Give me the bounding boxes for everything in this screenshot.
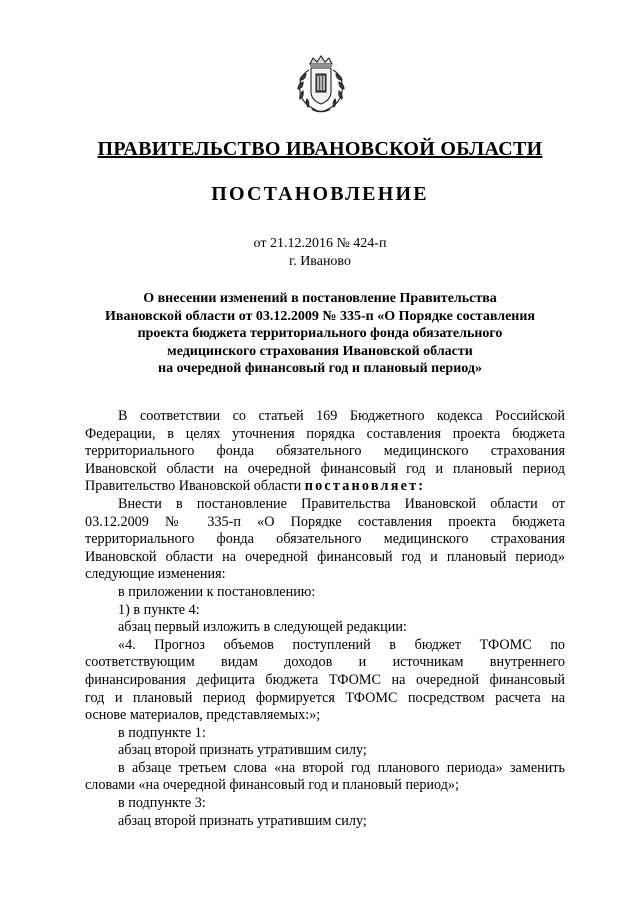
subject-line: на очередной финансовый год и плановый период» bbox=[158, 361, 482, 376]
org-title: ПРАВИТЕЛЬСТВО ИВАНОВСКОЙ ОБЛАСТИ bbox=[97, 138, 543, 160]
subject-line: О внесении изменений в постановление Правительства bbox=[143, 291, 497, 306]
body-line bbox=[85, 478, 565, 496]
subject-block bbox=[0, 290, 640, 378]
decree-verb: постановляет: bbox=[304, 478, 426, 495]
body-line: 03.12.2009 № 335-п «О Порядке составления проекта бюджета bbox=[85, 513, 565, 530]
body-line: Ивановской области на очередной финансовый год и плановый период bbox=[85, 460, 565, 477]
body-line: абзац второй признать утратившим силу; bbox=[118, 742, 367, 759]
document-body bbox=[85, 408, 565, 830]
date-number: от 21.12.2016 № 424-п bbox=[253, 236, 387, 251]
body-line: Федерации, в целях уточнения порядка составления проекта бюджета bbox=[85, 425, 565, 442]
quote-line: соответствующим видам доходов и источникам внутреннего bbox=[85, 654, 565, 671]
body-line: в приложении к постановлению: bbox=[118, 583, 316, 600]
subject-line: медицинского страхования Ивановской области bbox=[167, 343, 473, 359]
body-line: в абзаце третьем слова «на второй год планового периода» заменить bbox=[118, 759, 565, 776]
doc-type-title: ПОСТАНОВЛЕНИЕ bbox=[211, 183, 429, 205]
body-line: в подпункте 1: bbox=[118, 724, 206, 741]
body-line: территориального фонда обязательного медицинского страхования bbox=[85, 443, 565, 460]
body-line: абзац первый изложить в следующей редакции: bbox=[118, 619, 407, 636]
city: г. Иваново bbox=[289, 254, 351, 269]
quote-line: основе материалов, представляемых:»; bbox=[85, 707, 321, 724]
body-line: Внести в постановление Правительства Ивановской области от bbox=[118, 495, 565, 512]
subject-line: проекта бюджета территориального фонда обязательного bbox=[137, 326, 503, 341]
ivanovo-region-coat-of-arms-icon bbox=[292, 54, 350, 116]
quote-line: «4. Прогноз объемов поступлений в бюджет ТФОМС по bbox=[118, 636, 565, 653]
body-line: абзац второй признать утратившим силу; bbox=[118, 812, 367, 829]
subject-line: Ивановской области от 03.12.2009 № 335-п «О Порядке составления bbox=[105, 308, 535, 324]
quote-line: финансирования дефицита бюджета ТФОМС на очередной финансовый bbox=[85, 671, 565, 688]
body-line: В соответствии со статьей 169 Бюджетного кодекса Российской bbox=[118, 408, 565, 424]
body-line: территориального фонда обязательного медицинского страхования bbox=[85, 531, 565, 548]
body-line: 1) в пункте 4: bbox=[118, 601, 200, 618]
body-line: в подпункте 3: bbox=[118, 795, 206, 812]
quote-line: год и плановый период формируется ТФОМС посредством расчета на bbox=[85, 689, 565, 706]
body-line: Ивановской области на очередной финансовый год и плановый период» bbox=[85, 548, 565, 565]
body-text: Правительство Ивановской области bbox=[85, 478, 305, 495]
body-line: словами «на очередной финансовый год и плановый период»; bbox=[85, 777, 459, 794]
body-line: следующие изменения: bbox=[85, 566, 226, 583]
